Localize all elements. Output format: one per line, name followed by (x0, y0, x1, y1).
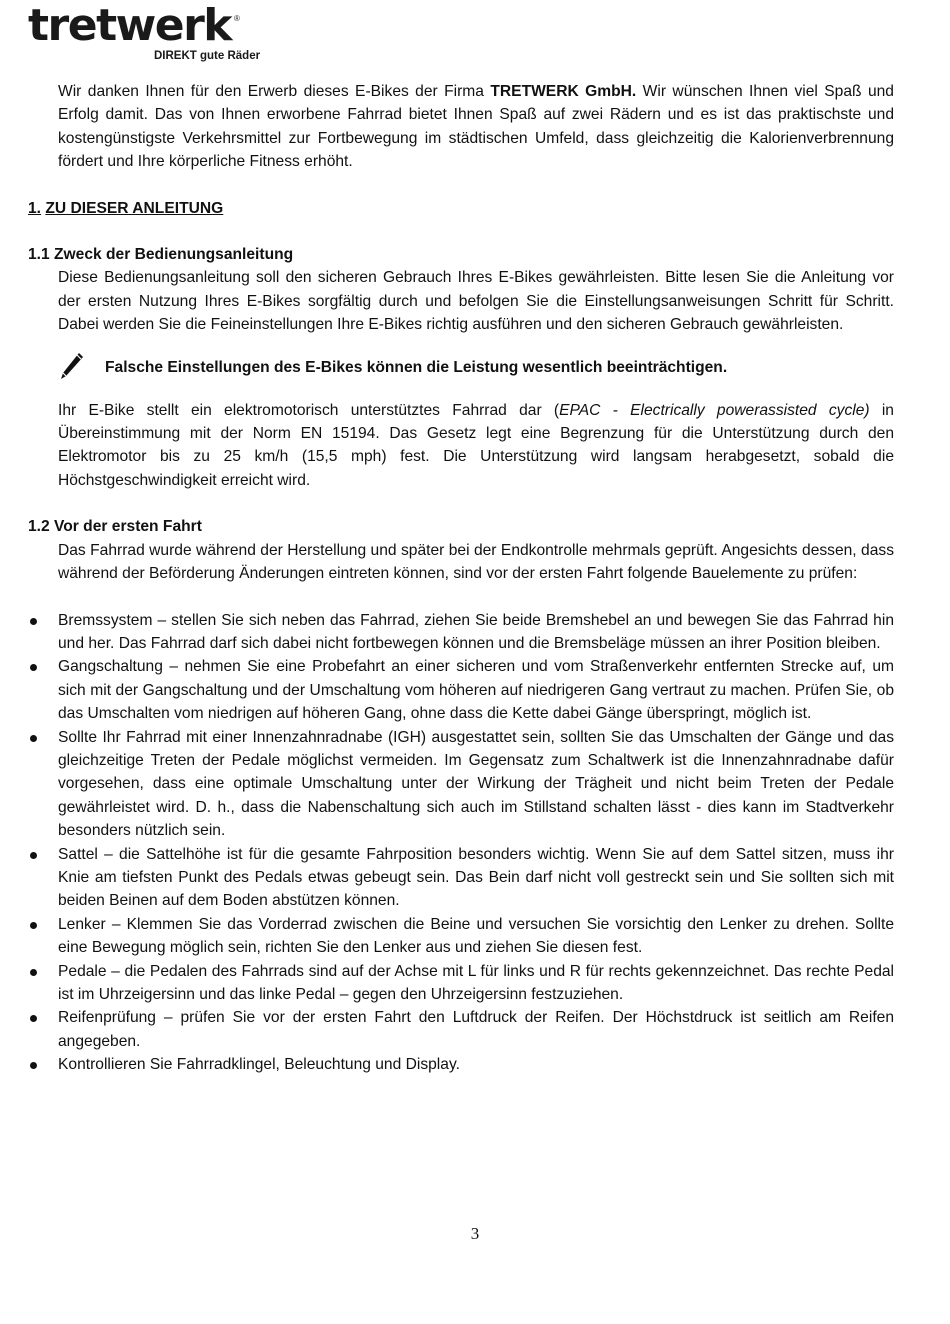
list-item (28, 655, 894, 725)
bullet-icon (30, 852, 37, 859)
list-item-text: Lenker – Klemmen Sie das Vorderrad zwischen die Beine und versuchen Sie vorsichtig den Lenker zu drehen. Sollte eine Bewegung möglich sein, richten Sie den Lenker aus und ziehen Sie diesen fest. (58, 915, 894, 957)
list-item-text: Kontrollieren Sie Fahrradklingel, Beleuchtung und Display. (58, 1056, 460, 1074)
epac-paragraph (58, 399, 894, 493)
pencil-icon (58, 351, 84, 381)
list-item (28, 609, 894, 656)
list-item-text: Pedale – die Pedalen des Fahrrads sind auf der Achse mit L für links und R für rechts gekennzeichnet. Das rechte Pedal ist im Uhrzeigersinn und das linke Pedal – gegen den Uhrzeigersinn festzuziehen. (58, 962, 894, 1003)
company-name: TRETWERK GmbH. (490, 83, 637, 100)
section-1-title: ZU DIESER ANLEITUNG (45, 199, 224, 217)
bullet-icon (30, 1062, 37, 1069)
intro-paragraph (58, 80, 894, 174)
list-item (28, 726, 894, 843)
section-1-heading (28, 197, 894, 220)
list-item (28, 1053, 894, 1076)
section-1-number: 1. (28, 199, 42, 217)
warning-note (58, 351, 894, 385)
bullet-icon (30, 664, 37, 671)
bullet-icon (30, 735, 37, 742)
brand-logo (28, 0, 268, 64)
list-item (28, 913, 894, 960)
document-body (28, 80, 894, 1077)
section-1-2-body: Das Fahrrad wurde während der Herstellung und später bei der Endkontrolle mehrmals geprüft. Angesichts dessen, dass während der Beförderung Änderungen eintreten können, sind vor der ersten Fahrt folgende Bauelemente zu prüfen: (58, 541, 894, 583)
logo-wordmark: tretwerk (28, 0, 232, 51)
bullet-icon (30, 618, 37, 625)
list-item (28, 960, 894, 1007)
epac-text-2: in Übereinstimmung mit der Norm EN 15194. Das Gesetz legt eine Begrenzung für die Unterstützung durch den Elektromotor bis zu 25 km/h (15,5 mph) fest. Die Unterstützung wird langsam herabgesetzt, sobald die Höchstgeschwindigkeit erreicht wird. (58, 401, 894, 489)
intro-text-1: Wir danken Ihnen für den Erwerb dieses E-Bikes der Firma (58, 83, 491, 100)
list-item (28, 1006, 894, 1053)
list-item-text: Bremssystem – stellen Sie sich neben das Fahrrad, ziehen Sie beide Bremshebel an und bewegen Sie das Fahrrad hin und her. Das Fahrrad darf sich dabei nicht fortbewegen können und die Bremsbeläge müssen an ihrer Position bleiben. (58, 611, 894, 652)
section-1-2-heading: 1.2 Vor der ersten Fahrt (28, 518, 202, 536)
section-1-1-heading: 1.1 Zweck der Bedienungsanleitung (28, 246, 294, 264)
bullet-icon (30, 922, 37, 929)
epac-text-1: Ihr E-Bike stellt ein elektromotorisch unterstütztes Fahrrad dar ( (58, 401, 560, 419)
intro-text-2: Wir wünschen Ihnen viel Spaß und Erfolg damit. Das von Ihnen erworbene Fahrrad bietet Ihnen Spaß auf zwei Rädern und es ist das praktischste und kostengünstigste Verkehrsmittel zur Fortbewegung im städtischen Umfeld, dass gleichzeitig die Kalorienverbrennung fördert und Ihre körperliche Fitness erhöht. (58, 83, 894, 171)
list-item-text: Sattel – die Sattelhöhe ist für die gesamte Fahrposition besonders wichtig. Wenn Sie auf dem Sattel sitzen, muss ihr Knie am tiefsten Punkt des Pedals etwas gebeugt sein. Das Bein darf nicht voll gestreckt sein und Sie sollten sich mit beiden Beinen auf dem Boden abstützen können. (58, 845, 894, 910)
logo-registered-mark: ® (234, 14, 240, 23)
checklist (28, 609, 894, 1077)
list-item-text: Gangschaltung – nehmen Sie eine Probefahrt an einer sicheren und vom Straßenverkehr entfernten Strecke auf, um sich mit der Gangschaltung und der Umschaltung vom höheren auf niedrigeren Gang vertraut zu machen. Prüfen Sie, ob das Umschalten vom niedrigen auf höheren Gang, ohne dass die Kette dabei Gänge überspringt, möglich ist. (58, 658, 894, 723)
warning-text: Falsche Einstellungen des E-Bikes können die Leistung wesentlich beeinträchtigen. (105, 358, 728, 376)
list-item (28, 843, 894, 913)
section-1-1-body: Diese Bedienungsanleitung soll den sicheren Gebrauch Ihres E-Bikes gewährleisten. Bitte lesen Sie die Anleitung vor der ersten Nutzung Ihres E-Bikes sorgfältig durch und befolgen Sie die Einstellungsanweisungen Schritt für Schritt. Dabei werden Sie die Feineinstellungen Ihre E-Bikes richtig ausführen und den sicheren Gebrauch gewährleisten. (58, 269, 894, 334)
page-number: 3 (470, 1224, 480, 1243)
bullet-icon (30, 1015, 37, 1022)
list-item-text: Reifenprüfung – prüfen Sie vor der ersten Fahrt den Luftdruck der Reifen. Der Höchstdruck ist seitlich am Reifen angegeben. (58, 1009, 894, 1050)
logo-tagline: DIREKT gute Räder (154, 50, 261, 62)
epac-italic: EPAC - Electrically powerassisted cycle) (559, 401, 870, 419)
list-item-text: Sollte Ihr Fahrrad mit einer Innenzahnradnabe (IGH) ausgestattet sein, sollten Sie das Umschalten der Gänge und das gleichzeitige Treten der Pedale möglichst vermeiden. Im Gegensatz zum Schaltwerk ist die Innenzahnradnabe dafür vorgesehen, dass eine optimale Umschaltung unter der Wirkung der Trägheit und nicht beim Treten der Pedale gewährleistet wird. D. h., dass die Nabenschaltung sich auch im Stillstand schalten lässt - dies kann im Stadtverkehr besonders nützlich sein. (58, 728, 894, 840)
bullet-icon (30, 969, 37, 976)
